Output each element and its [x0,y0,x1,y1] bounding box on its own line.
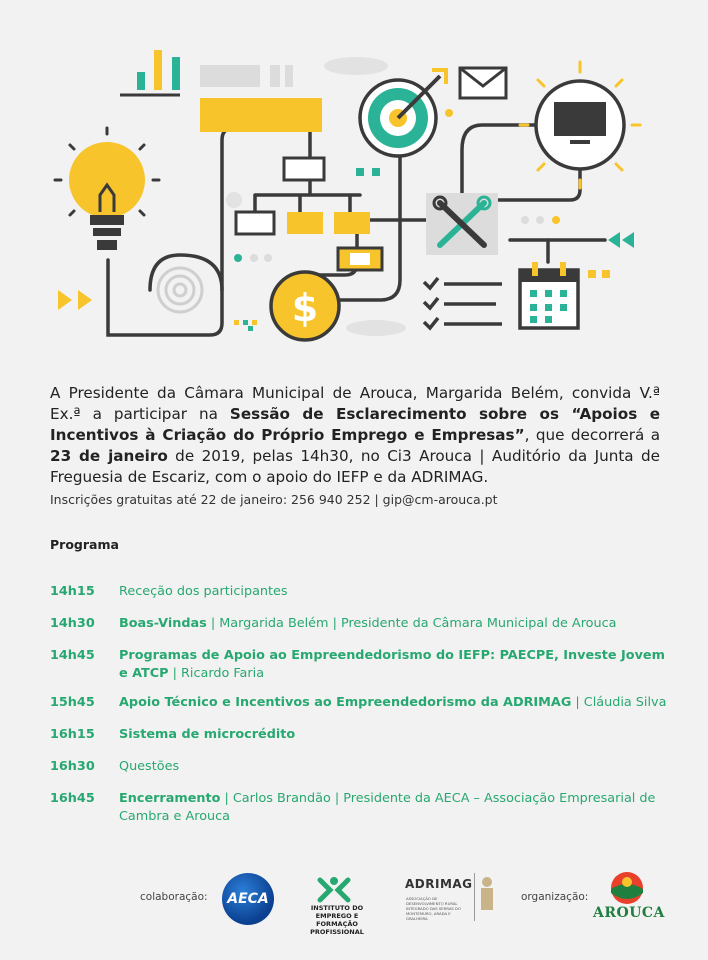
adrimag-logo: ADRIMAG [405,877,473,891]
program-time: 14h30 [50,616,95,631]
program-time: 15h45 [50,695,95,710]
organization-label: organização: [521,891,589,903]
checklist-icon [424,278,502,328]
computer-icon [520,62,640,188]
session-title: Sessão de Esclarecimento sobre os “Apoios e Incentivos à Criação do Próprio Emprego e Empresas” [50,405,660,444]
tools-icon [426,193,498,255]
svg-text:$: $ [291,286,319,330]
bar-chart-icon [137,72,145,90]
iefp-logo-icon [316,876,352,904]
iefp-logo-text: INSTITUTO DO EMPREGO E FORMAÇÃO PROFISSIONAL [310,904,364,936]
adrimag-subtitle: ASSOCIAÇÃO DE DESENVOLVIMENTO RURAL INTEGRADO DAS SERRAS DO MONTEMURO, ARADA E GRALHEIRA [406,896,461,921]
session-date: 23 de janeiro [50,447,168,465]
program-heading: Programa [50,537,119,552]
envelope-icon [460,68,506,98]
adrimag-figure-icon [478,876,496,912]
program-time: 14h15 [50,584,95,599]
lightbulb-icon [55,128,159,250]
dollar-coin-icon [271,272,339,340]
invitation-text: A Presidente da Câmara Municipal de Arouca, Margarida Belém, convida V.ª Ex.ª a participar na Sessão de Esclarecimento sobre os “Apoios e Incentivos à Criação do Próprio Emprego e Empresas”, que decorrerá a 23 de janeiro de 2019, pelas 14h30, no Ci3 Arouca | Auditório da Junta de Freguesia de Escariz, com o apoio do IEFP e da ADRIMAG. [50,384,660,486]
arouca-emblem-icon [610,871,644,905]
program-time: 16h45 [50,791,95,806]
adrimag-divider [474,873,475,921]
target-icon [360,70,446,156]
program-time: 16h15 [50,727,95,742]
aeca-logo: AECA [222,873,274,925]
calendar-icon [520,262,578,328]
collaboration-label: colaboração: [140,891,208,903]
program-time: 14h45 [50,648,95,663]
registration-info: Inscrições gratuitas até 22 de janeiro: 256 940 252 | gip@cm-arouca.pt [50,492,498,507]
header-illustration [0,0,708,350]
program-time: 16h30 [50,759,95,774]
arouca-logo: AROUCA [593,905,665,921]
